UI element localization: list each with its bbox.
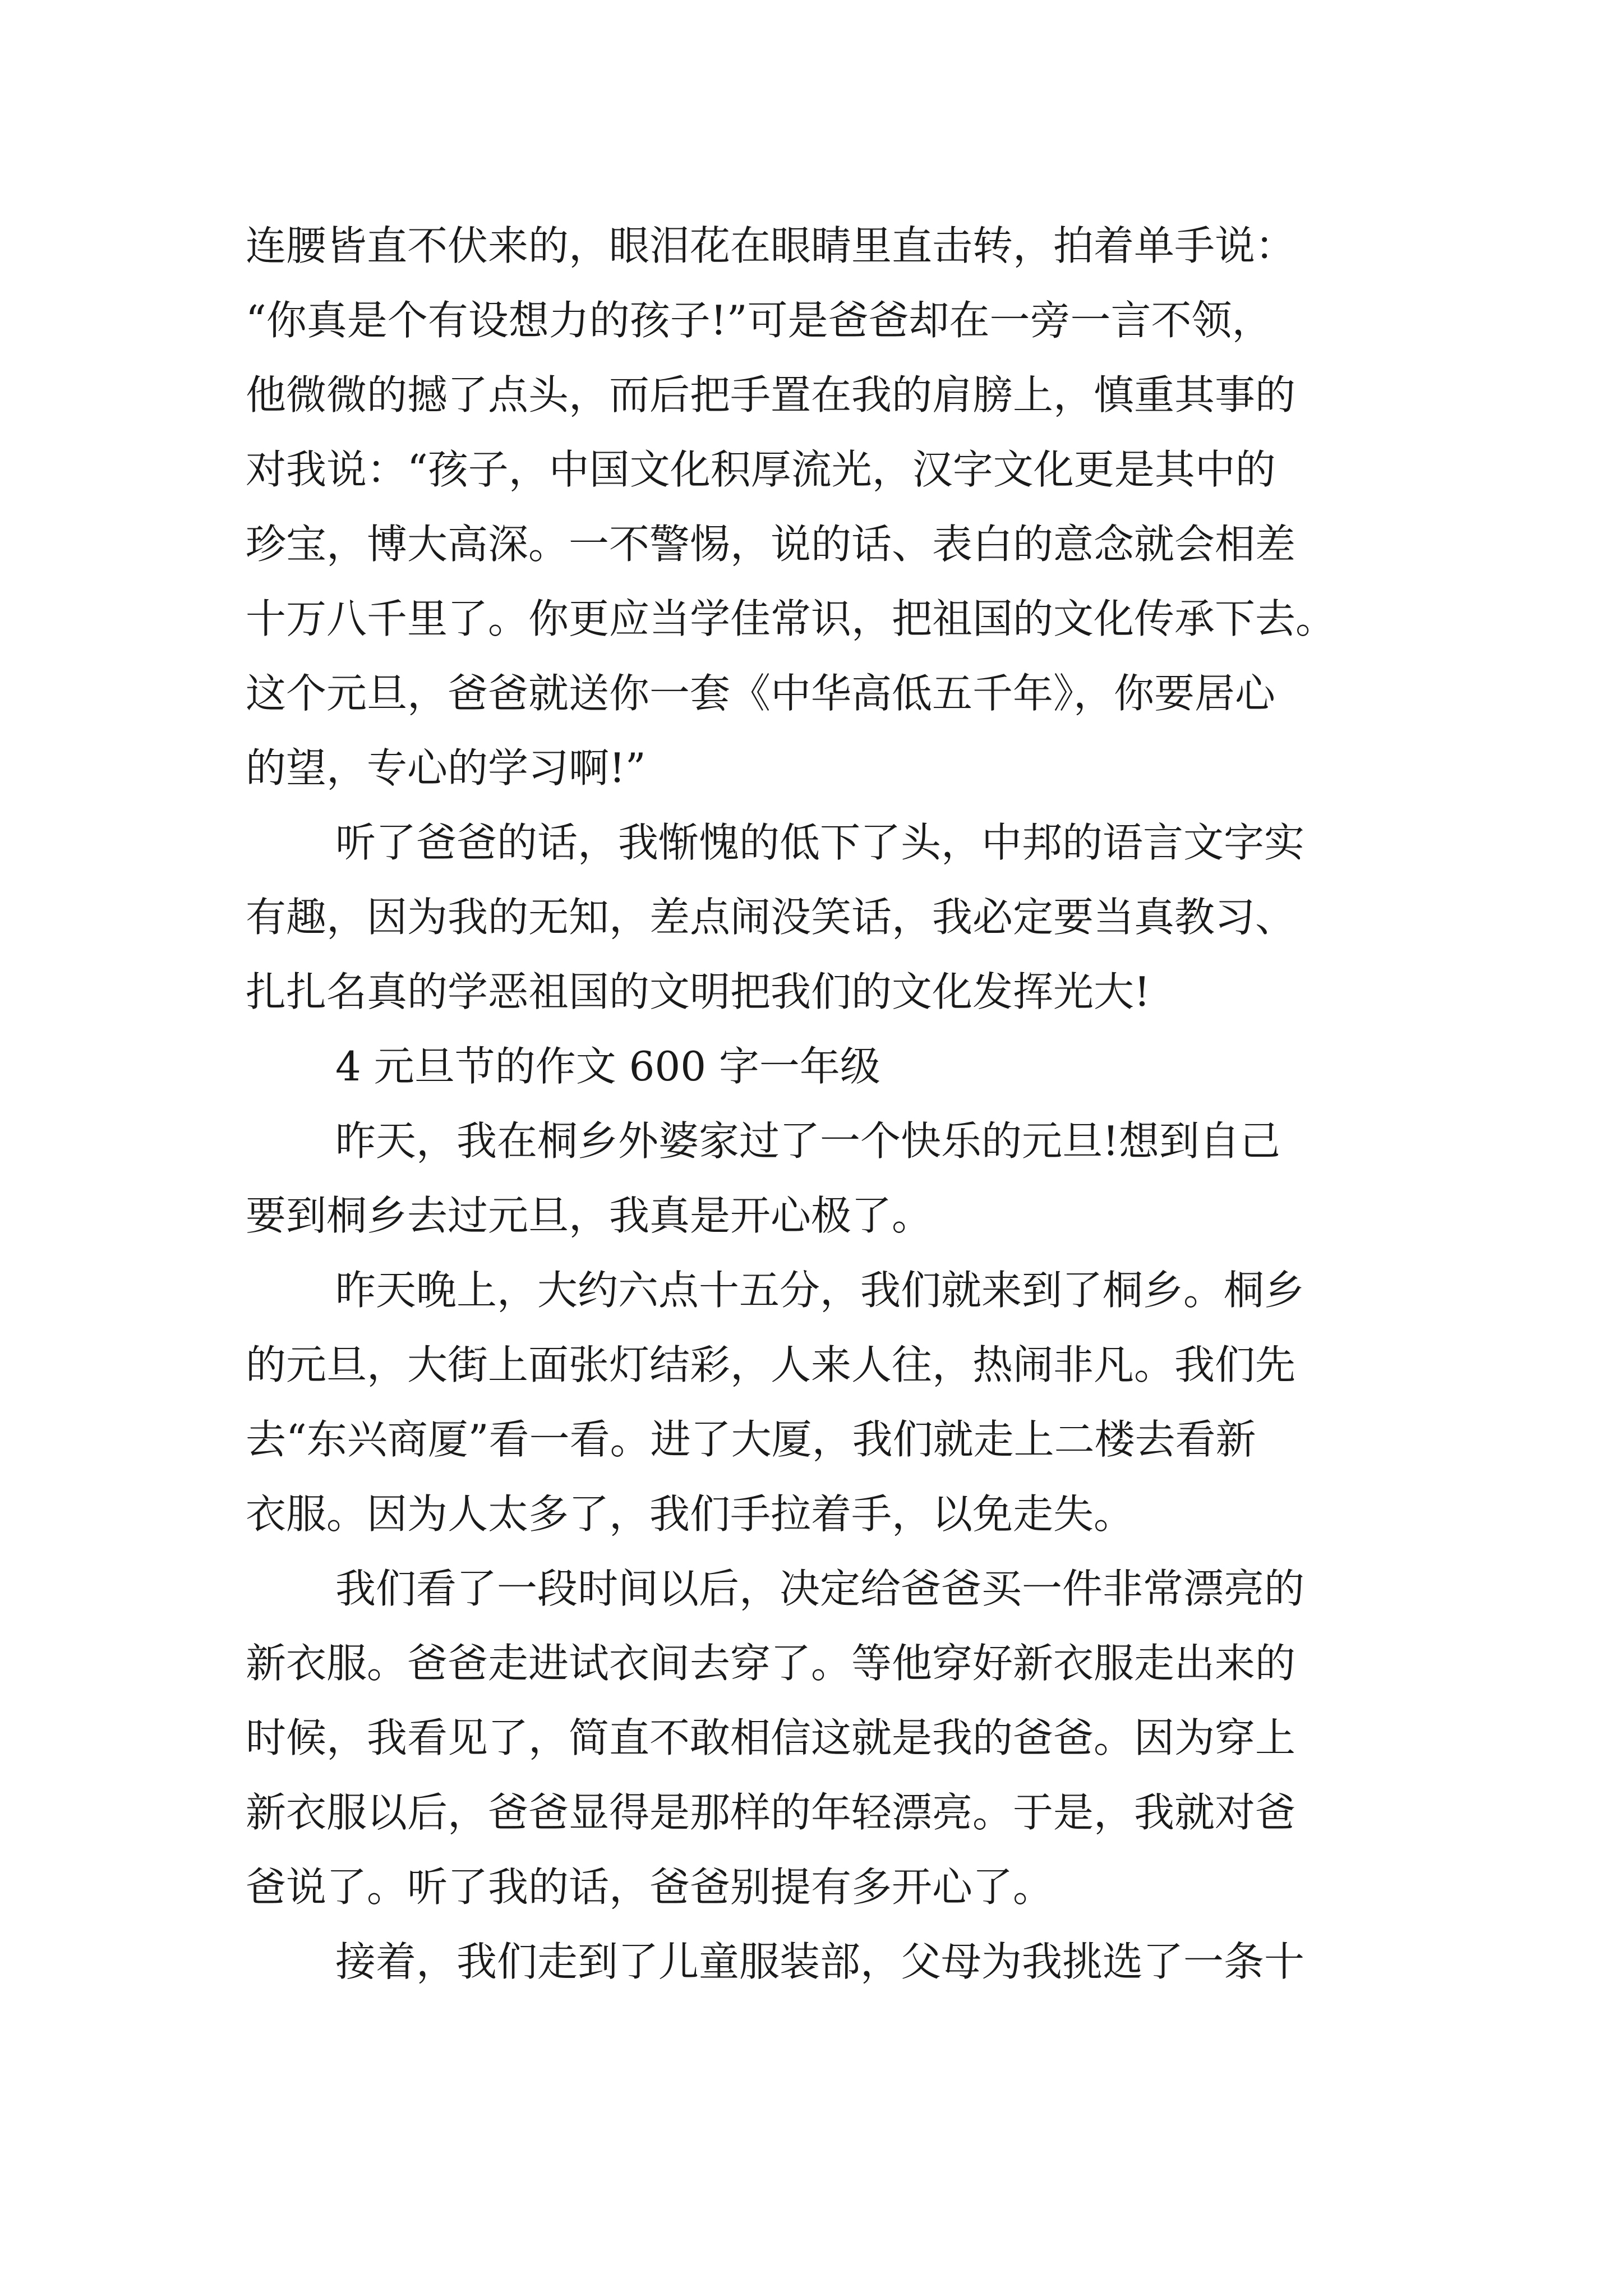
paragraph-first-line: 听了爸爸的话，我惭愧的低下了头，中邦的语言文字实 (335, 819, 1305, 866)
text-line: 对我说：“孩子，中国文化积厚流光，汉字文化更是其中的 (246, 446, 1276, 493)
text-line: 新衣服。爸爸走进试衣间去穿了。等他穿好新衣服走出来的 (246, 1640, 1296, 1687)
text-line: 他微微的撼了点头，而后把手置在我的肩膀上，慎重其事的 (246, 371, 1296, 418)
text-line: 十万八千里了。你更应当学佳常识，把祖国的文化传承下去。 (246, 595, 1336, 642)
text-line: 要到桐乡去过元旦，我真是开心极了。 (246, 1192, 933, 1239)
paragraph-first-line: 昨天晚上，大约六点十五分，我们就来到了桐乡。桐乡 (335, 1267, 1305, 1314)
text-line: 这个元旦，爸爸就送你一套《中华高低五千年》，你要居心 (246, 670, 1276, 717)
text-line: 珍宝，博大高深。一不警惕，说的话、表白的意念就会相差 (246, 521, 1296, 568)
paragraph-first-line: 接着，我们走到了儿童服装部，父母为我挑选了一条十 (335, 1938, 1305, 1985)
article-body (246, 209, 1390, 1999)
paragraph-first-line: 我们看了一段时间以后，决定给爸爸买一件非常漂亮的 (335, 1565, 1305, 1612)
text-line: 新衣服以后，爸爸显得是那样的年轻漂亮。于是，我就对爸 (246, 1789, 1296, 1836)
text-line: 时候，我看见了，简直不敢相信这就是我的爸爸。因为穿上 (246, 1714, 1296, 1761)
text-line: 扎扎名真的学恶祖国的文明把我们的文化发挥光大! (246, 968, 1150, 1015)
text-line: 的望，专心的学习啊!” (246, 744, 646, 792)
text-line: 衣服。因为人太多了，我们手拉着手，以免走失。 (246, 1490, 1135, 1538)
text-line: 去“东兴商厦”看一看。进了大厦，我们就走上二楼去看新 (246, 1416, 1256, 1463)
text-line: 连腰皆直不伏来的，眼泪花在眼睛里直击转，拍着单手说： (246, 222, 1296, 269)
text-line: 有趣，因为我的无知，差点闹没笑话，我必定要当真教习、 (246, 894, 1296, 941)
text-line: 的元旦，大街上面张灯结彩，人来人往，热闹非凡。我们先 (246, 1341, 1296, 1388)
paragraph-first-line: 4 元旦节的作文 600 字一年级 (335, 1043, 880, 1090)
paragraph-first-line: 昨天，我在桐乡外婆家过了一个快乐的元旦!想到自己 (335, 1117, 1280, 1165)
text-line: “你真是个有设想力的孩子!”可是爸爸却在一旁一言不领， (246, 297, 1272, 344)
text-line: 爸说了。听了我的话，爸爸别提有多开心了。 (246, 1864, 1054, 1911)
